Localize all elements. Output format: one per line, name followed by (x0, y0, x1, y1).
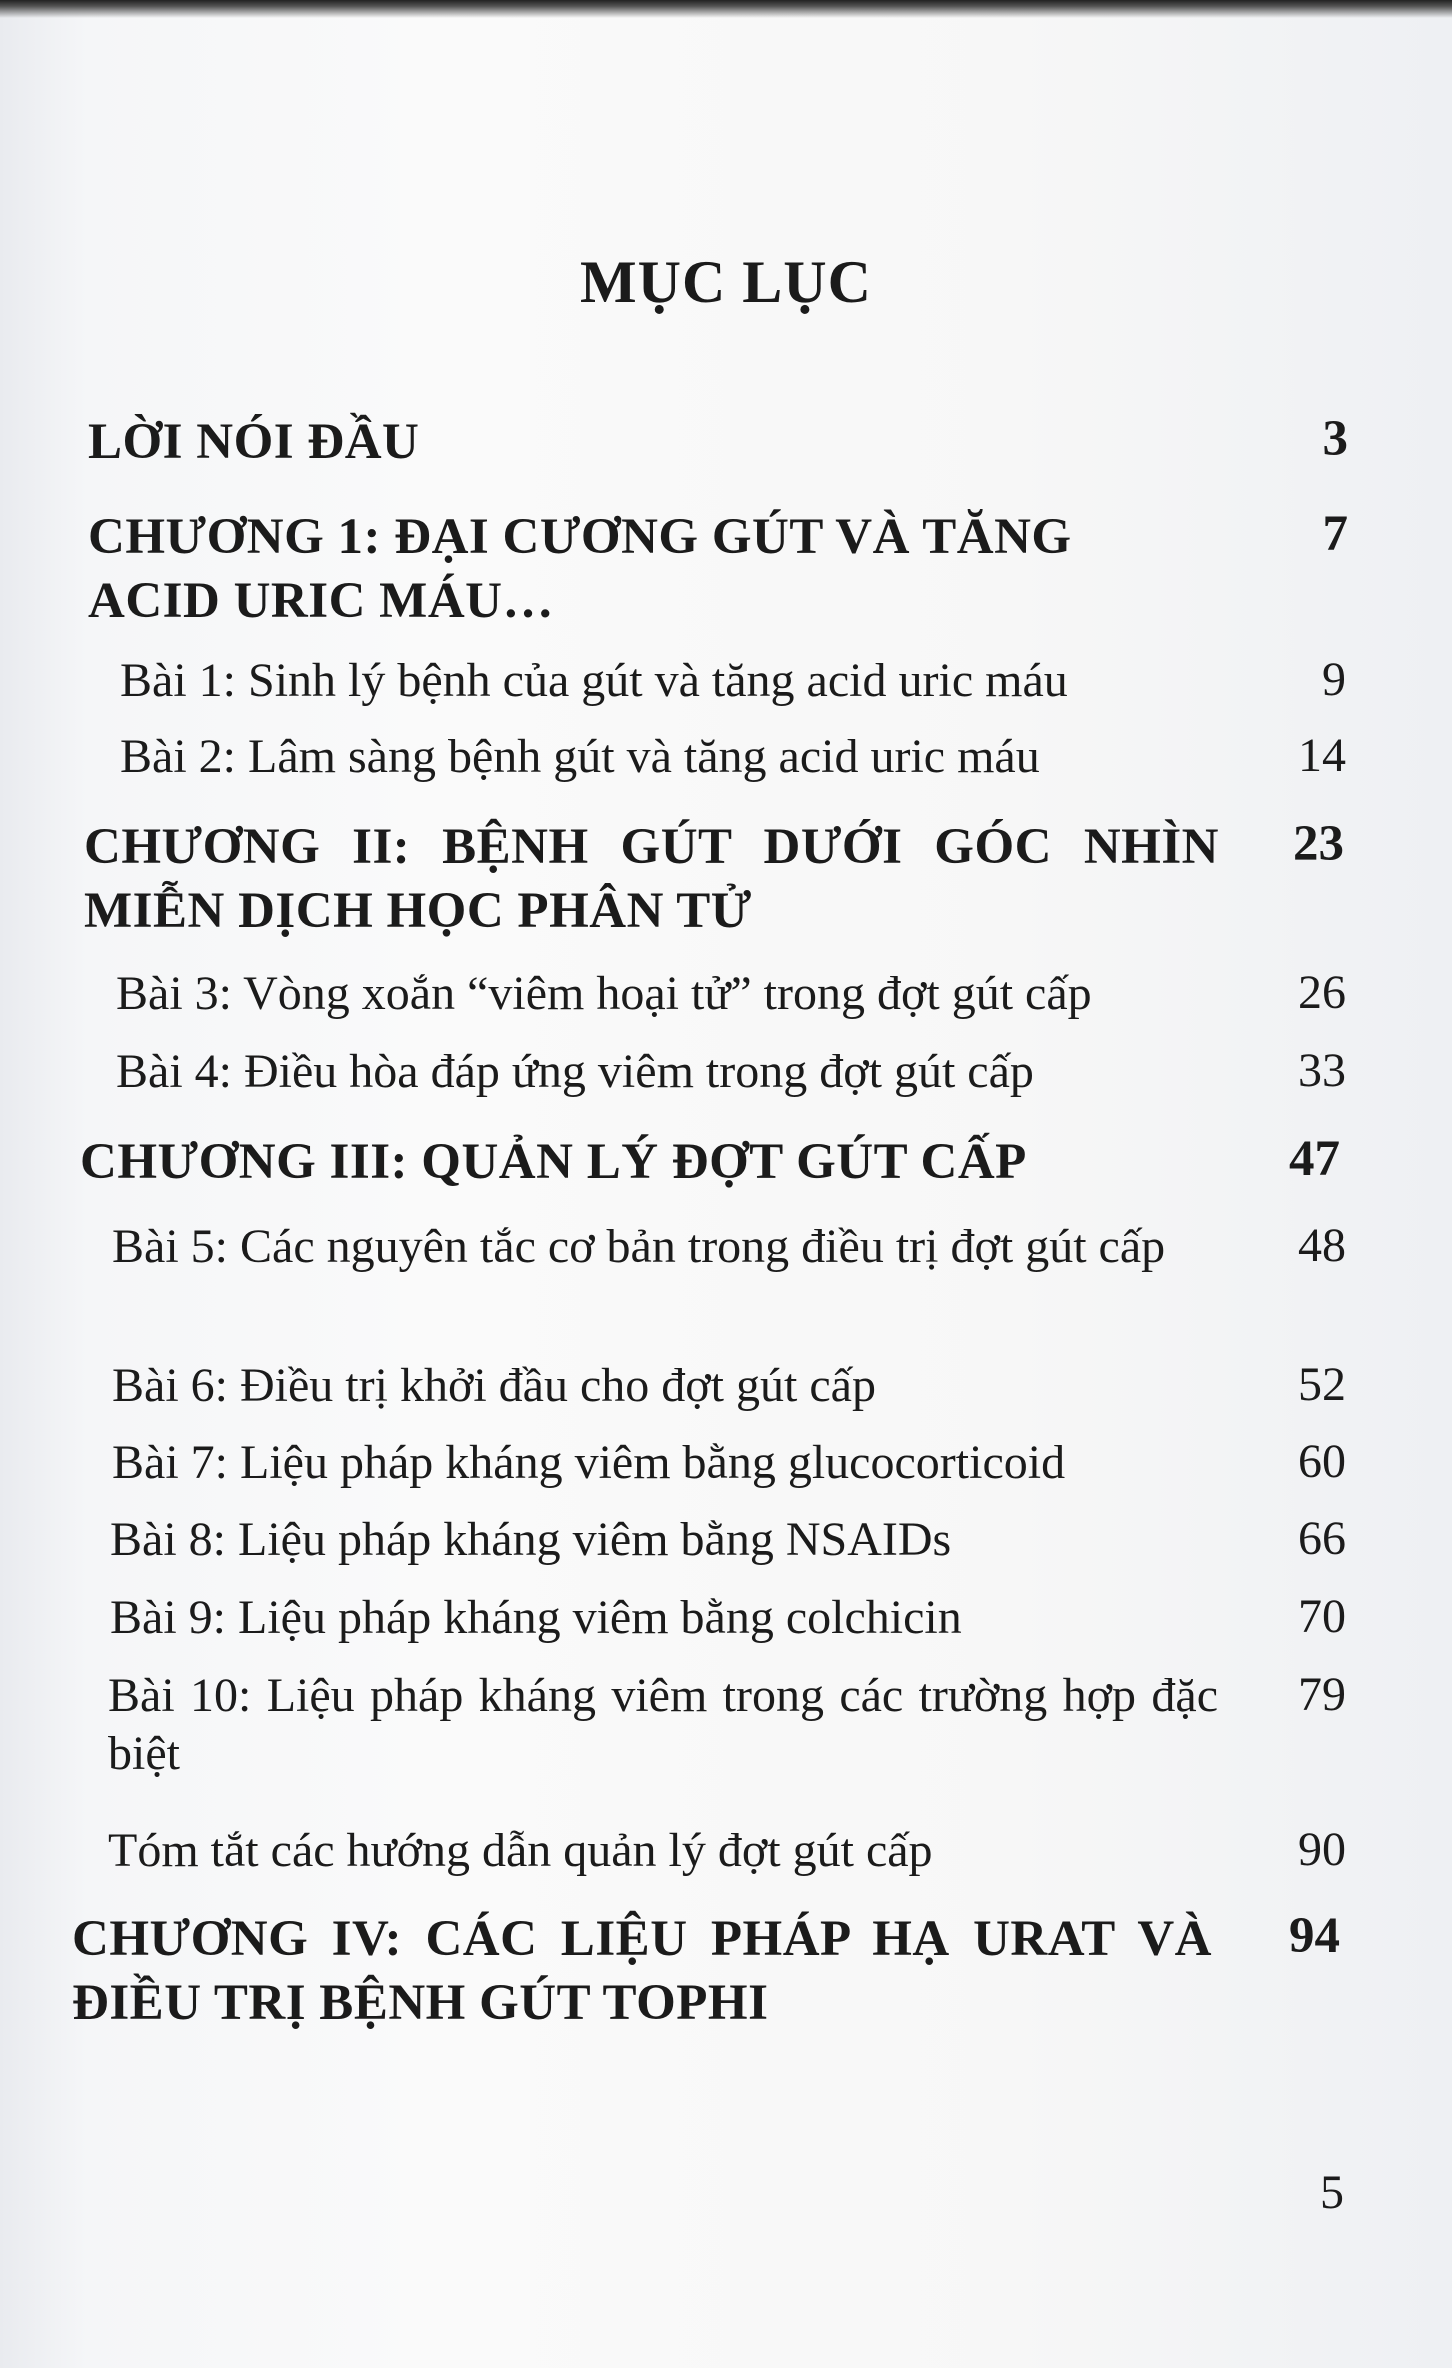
toc-entry-title: Tóm tắt các hướng dẫn quản lý đợt gút cấp (108, 1824, 933, 1877)
toc-entry-title: Bài 5: Các nguyên tắc cơ bản trong điều trị đợt gút cấp (112, 1220, 1166, 1273)
toc-entry-title: CHƯƠNG III: QUẢN LÝ ĐỢT GÚT CẤP (80, 1134, 1027, 1190)
toc-entry-title: Bài 7: Liệu pháp kháng viêm bằng glucocorticoid (112, 1436, 1066, 1489)
toc-entry-lesson-10[interactable] (108, 1667, 1348, 1787)
toc-entry-title: Bài 2: Lâm sàng bệnh gút và tăng acid uric máu (120, 730, 1040, 783)
toc-entry-lesson-2[interactable] (120, 728, 1348, 788)
toc-entry-lesson-6[interactable] (112, 1357, 1348, 1417)
toc-entry-page: 52 (1298, 1358, 1346, 1411)
toc-entry-page: 47 (1289, 1131, 1340, 1187)
toc-entry-title: Bài 10: Liệu pháp kháng viêm trong các trường hợp đặc biệt (108, 1669, 1218, 1780)
toc-entry-title: Bài 6: Điều trị khởi đầu cho đợt gút cấp (112, 1359, 876, 1412)
toc-entry-page: 23 (1293, 816, 1344, 872)
toc-entry-page: 94 (1289, 1908, 1340, 1964)
toc-entry-page: 33 (1298, 1044, 1346, 1097)
toc-entry-title: Bài 9: Liệu pháp kháng viêm bằng colchicin (110, 1591, 962, 1644)
toc-entry-page: 3 (1322, 411, 1348, 467)
toc-entry-title: LỜI NÓI ĐẦU (88, 414, 420, 470)
toc-entry-preface[interactable] (88, 410, 1348, 480)
toc-entry-lesson-4[interactable] (116, 1043, 1348, 1103)
toc-entry-chapter-3[interactable] (80, 1130, 1348, 1200)
toc-entry-lesson-7[interactable] (112, 1434, 1348, 1494)
toc-entry-lesson-3[interactable] (116, 965, 1348, 1025)
toc-entry-page: 9 (1322, 653, 1346, 706)
toc-entry-lesson-9[interactable] (110, 1589, 1348, 1649)
toc-entry-title: Bài 3: Vòng xoắn “viêm hoại tử” trong đợt gút cấp (116, 967, 1092, 1020)
toc-entry-page: 48 (1298, 1219, 1346, 1272)
toc-entry-page: 70 (1298, 1590, 1346, 1643)
page-number: 5 (1320, 2166, 1344, 2219)
toc-entry-title: CHƯƠNG II: BỆNH GÚT DƯỚI GÓC NHÌN MIỄN DỊCH HỌC PHÂN TỬ (84, 819, 1219, 939)
toc-entry-page: 79 (1298, 1668, 1346, 1721)
toc-entry-title: CHƯƠNG IV: CÁC LIỆU PHÁP HẠ URAT VÀ ĐIỀU TRỊ BỆNH GÚT TOPHI (72, 1911, 1212, 2031)
toc-entry-chapter-1[interactable] (88, 505, 1348, 635)
toc-entry-page: 14 (1298, 729, 1346, 782)
toc-entry-lesson-1[interactable] (120, 652, 1348, 712)
toc-entry-chapter-4[interactable] (72, 1907, 1348, 2037)
toc-entry-title: Bài 8: Liệu pháp kháng viêm bằng NSAIDs (110, 1513, 952, 1566)
toc-entry-page: 90 (1298, 1823, 1346, 1876)
page-title: MỤC LỤC (580, 249, 872, 315)
toc-entry-page: 26 (1298, 966, 1346, 1019)
toc-entry-page: 66 (1298, 1512, 1346, 1565)
toc-entry-lesson-8[interactable] (110, 1511, 1348, 1571)
toc-entry-title: Bài 1: Sinh lý bệnh của gút và tăng acid uric máu (120, 654, 1068, 707)
toc-entry-title: Bài 4: Điều hòa đáp ứng viêm trong đợt gút cấp (116, 1045, 1034, 1098)
toc-entry-chapter-2[interactable] (84, 815, 1348, 945)
toc-entry-lesson-5[interactable] (112, 1218, 1348, 1338)
toc-entry-title: CHƯƠNG 1: ĐẠI CƯƠNG GÚT VÀ TĂNG ACID URIC MÁU… (88, 509, 1072, 629)
toc-entry-summary[interactable] (108, 1822, 1348, 1882)
toc-entry-page: 7 (1322, 506, 1348, 562)
toc-entry-page: 60 (1298, 1435, 1346, 1488)
